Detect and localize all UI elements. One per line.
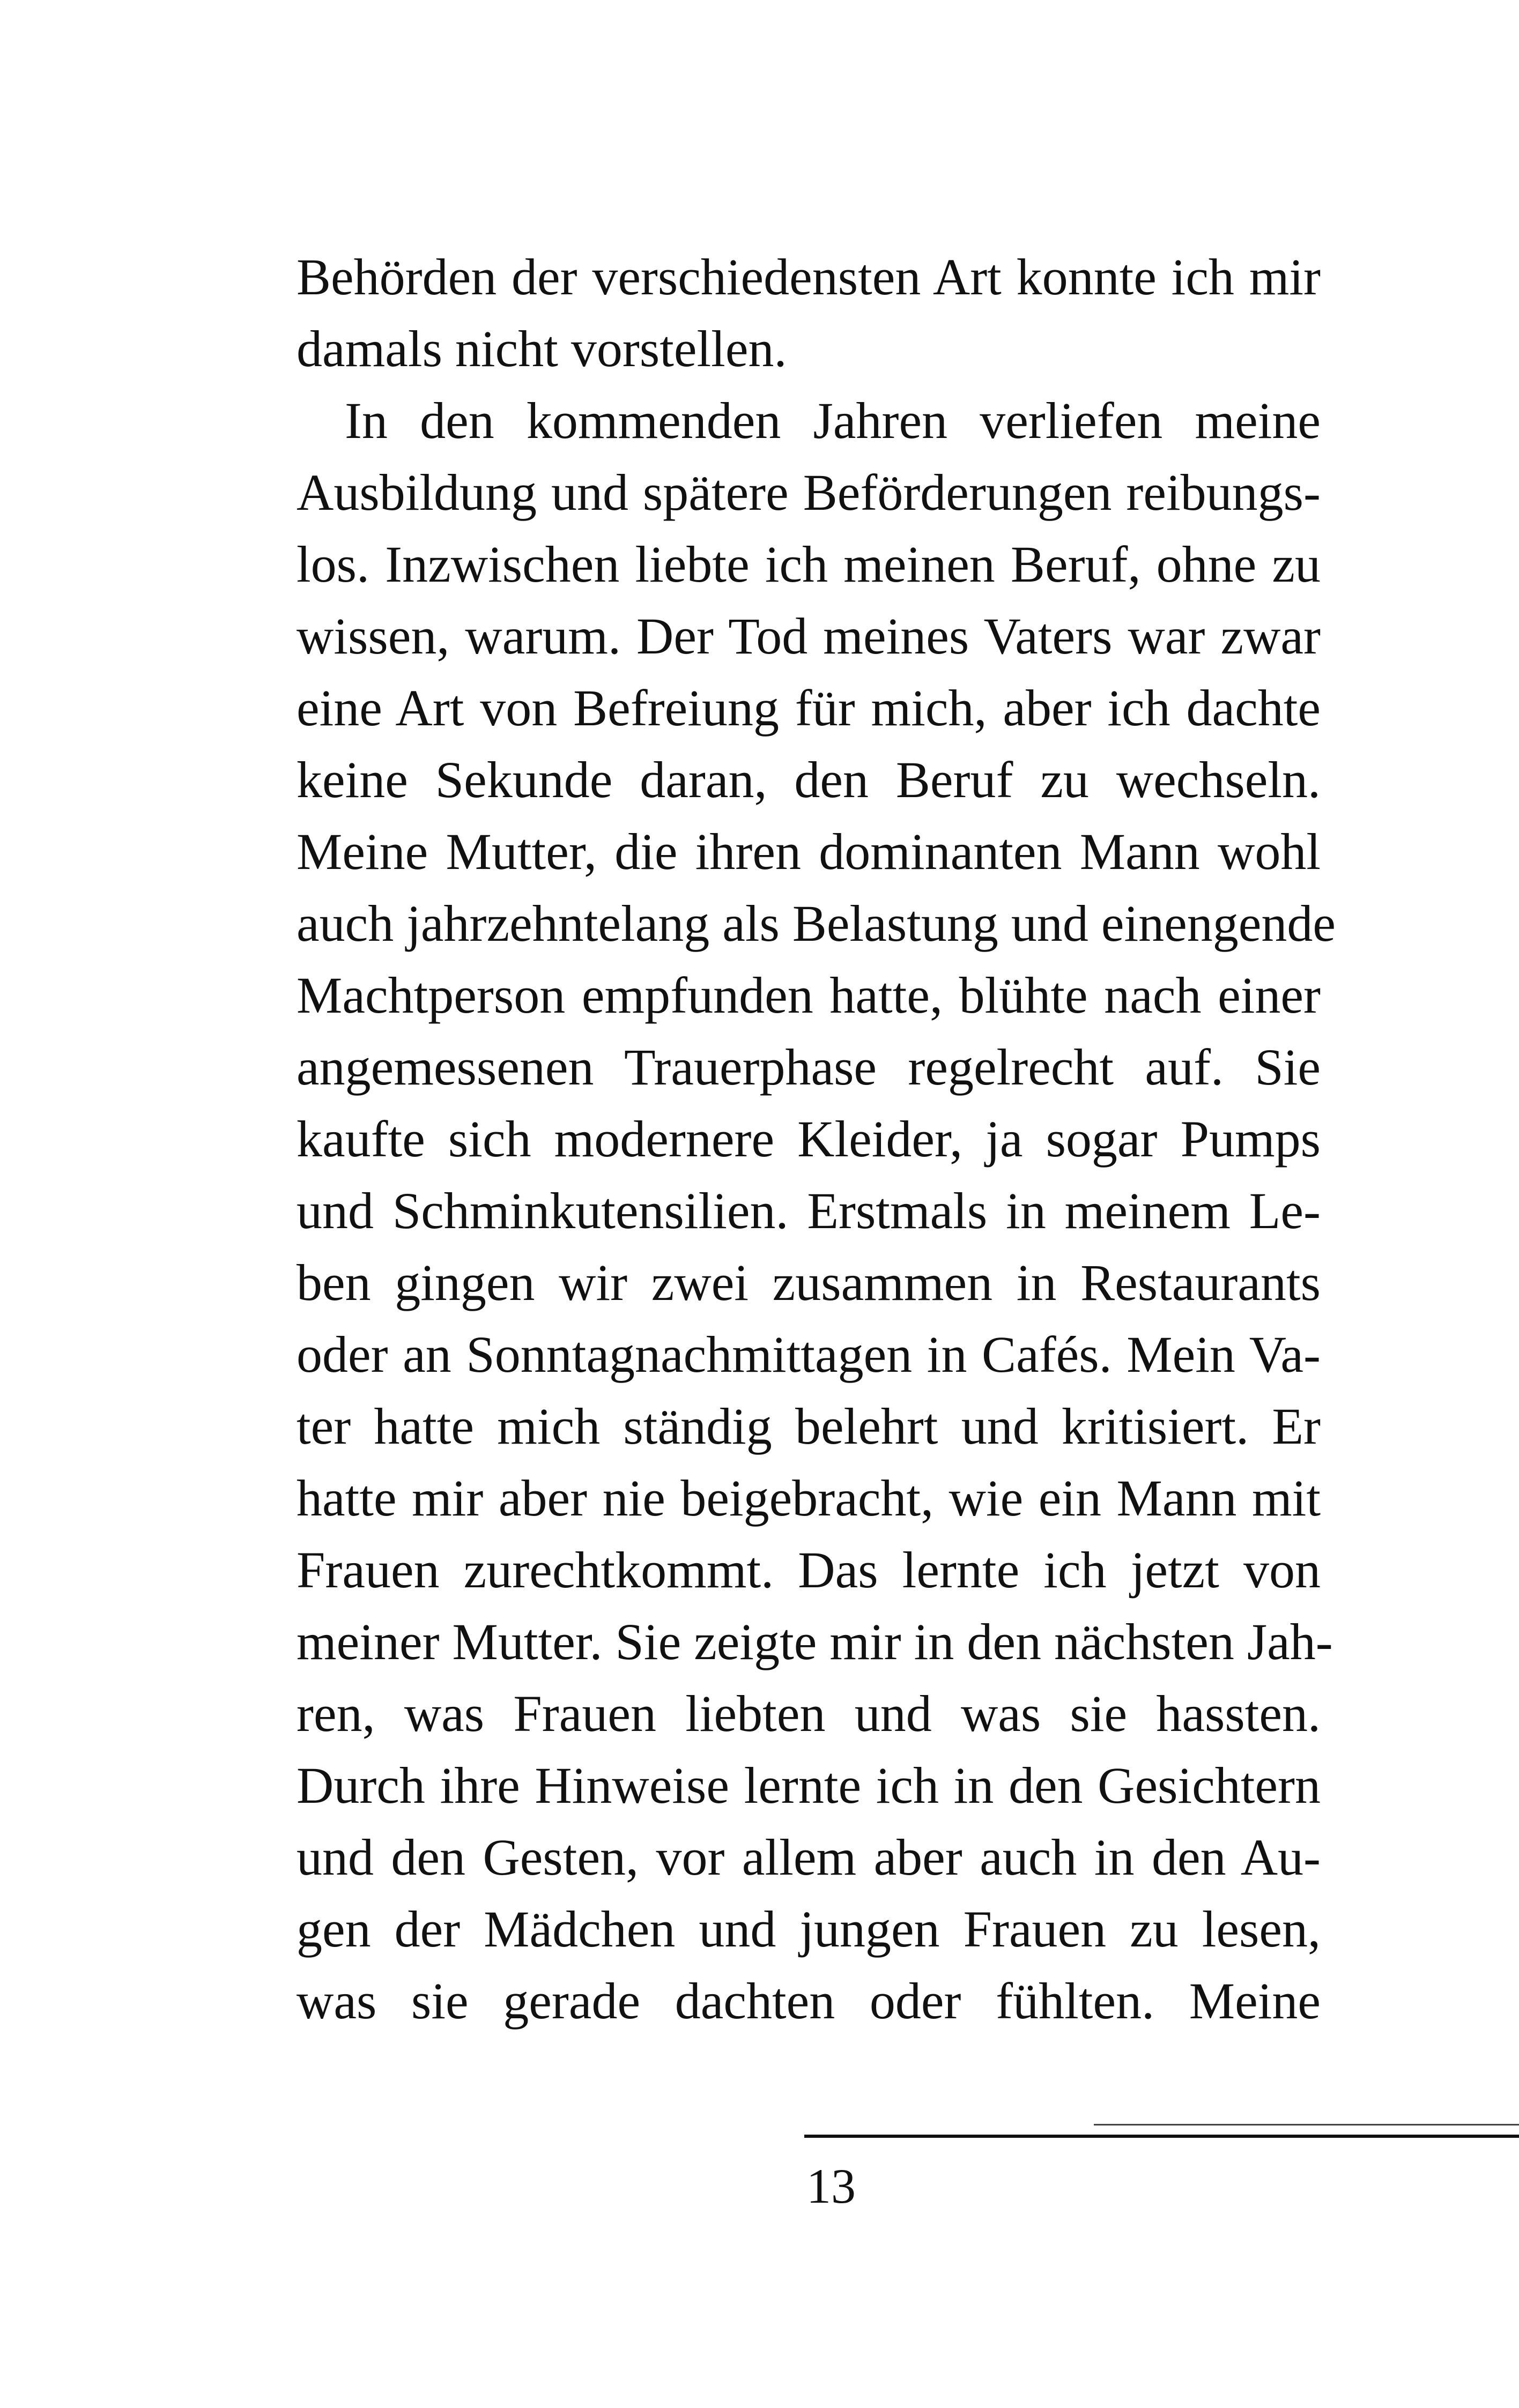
body-text: [297, 241, 1336, 2037]
text-line: Meine Mutter, die ihren dominanten Mann wohl: [297, 823, 1321, 880]
footer-rule: [804, 2135, 1519, 2138]
text-line: was sie gerade dachten oder fühlten. Meine: [297, 1972, 1321, 2030]
text-line: Machtperson empfunden hatte, blühte nach einer: [297, 967, 1321, 1024]
text-line: hatte mir aber nie beigebracht, wie ein Mann mit: [297, 1469, 1321, 1527]
text-line: Ausbildung und spätere Beförderungen reibungs-: [297, 464, 1321, 521]
text-line: eine Art von Befreiung für mich, aber ich dachte: [297, 679, 1321, 737]
text-line: los. Inzwischen liebte ich meinen Beruf, ohne zu: [297, 536, 1321, 593]
text-line: meiner Mutter. Sie zeigte mir in den nächsten Jah-: [297, 1613, 1333, 1670]
text-line: ben gingen wir zwei zusammen in Restaurants: [297, 1254, 1321, 1311]
text-line: gen der Mädchen und jungen Frauen zu lesen,: [297, 1900, 1321, 1958]
text-line: Durch ihre Hinweise lernte ich in den Gesichtern: [297, 1757, 1321, 1814]
text-line: und den Gesten, vor allem aber auch in den Au-: [297, 1829, 1321, 1886]
text-line: ter hatte mich ständig belehrt und kritisiert. Er: [297, 1398, 1321, 1455]
text-line: damals nicht vorstellen.: [297, 320, 787, 377]
text-line: wissen, warum. Der Tod meines Vaters war zwar: [297, 607, 1321, 665]
text-line: auch jahrzehntelang als Belastung und einengende: [297, 895, 1336, 952]
footer-rule-upper: [1094, 2124, 1519, 2125]
text-line: In den kommenden Jahren verliefen meine: [345, 392, 1321, 449]
text-line: kaufte sich modernere Kleider, ja sogar Pumps: [297, 1110, 1321, 1168]
text-line: oder an Sonntagnachmittagen in Cafés. Mein Va-: [297, 1326, 1321, 1383]
text-line: ren, was Frauen liebten und was sie hassten.: [297, 1685, 1321, 1742]
text-line: Behörden der verschiedensten Art konnte ich mir: [297, 248, 1321, 306]
text-line: keine Sekunde daran, den Beruf zu wechseln.: [297, 751, 1321, 808]
text-line: Frauen zurechtkommt. Das lernte ich jetzt von: [297, 1541, 1321, 1599]
text-line: und Schminkutensilien. Erstmals in meinem Le-: [297, 1182, 1321, 1239]
page-number: 13: [806, 2159, 856, 2213]
text-line: angemessenen Trauerphase regelrecht auf. Sie: [297, 1038, 1321, 1096]
